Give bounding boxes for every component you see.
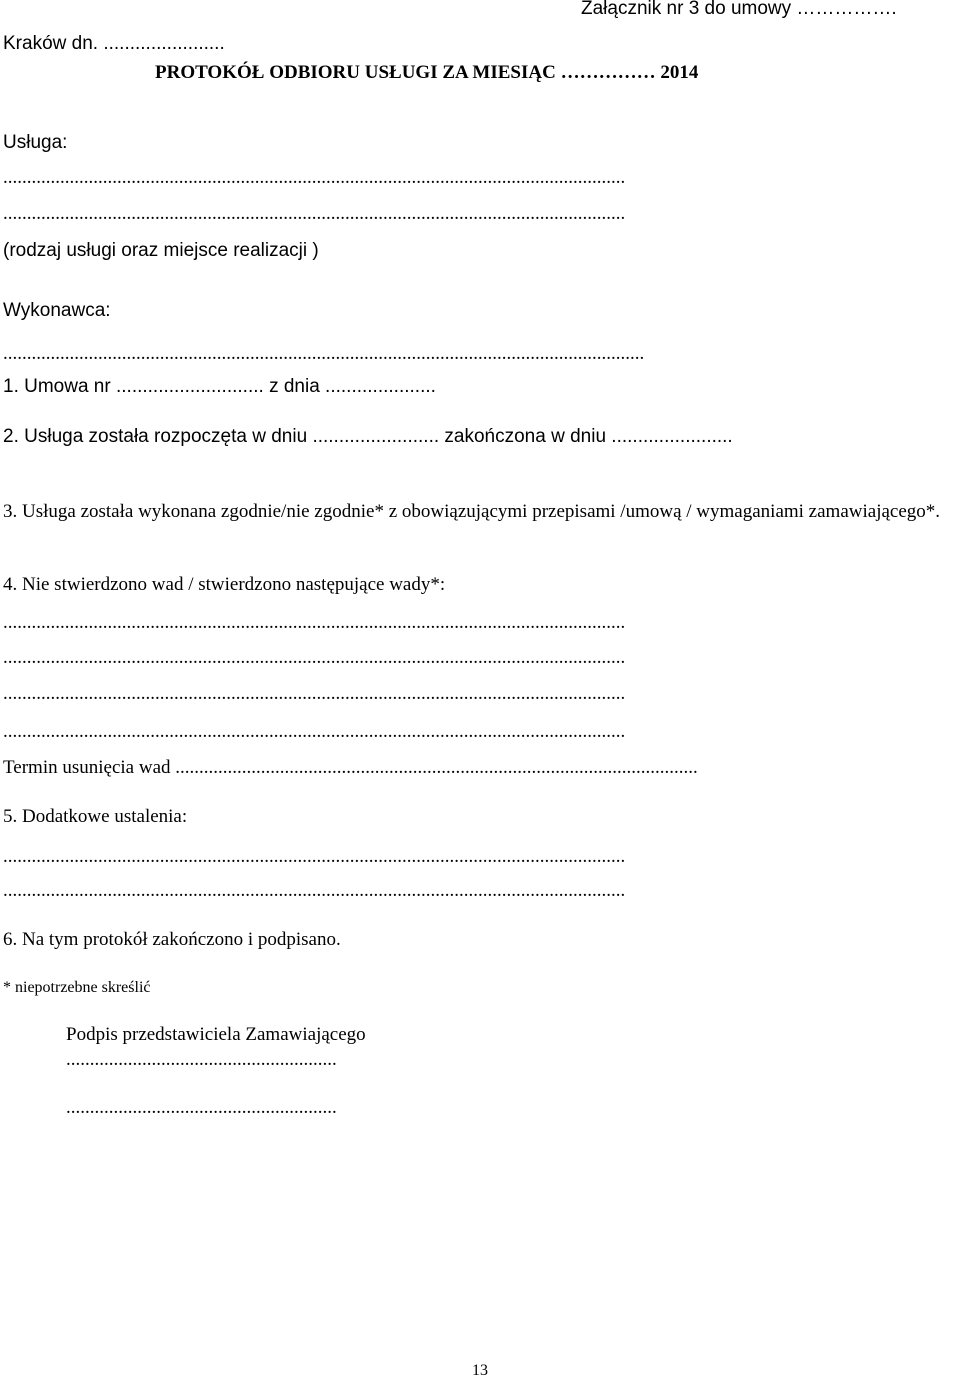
item-1-contract: 1. Umowa nr ............................ z dnia ..................... <box>3 376 436 397</box>
annex-label: Załącznik nr 3 do umowy ……………. <box>581 0 897 19</box>
defects-dotted-line: ................................................................................................................................... <box>3 683 626 704</box>
additional-dotted-line: ................................................................................................................................... <box>3 846 626 867</box>
place-date: Kraków dn. ....................... <box>3 33 225 54</box>
item-5-additional: 5. Dodatkowe ustalenia: <box>3 806 188 827</box>
defects-dotted-line: ................................................................................................................................... <box>3 612 626 633</box>
service-dotted-line: ................................................................................................................................... <box>3 203 626 224</box>
additional-dotted-line: ................................................................................................................................... <box>3 880 626 901</box>
page-number: 13 <box>472 1362 488 1379</box>
item-6-closing: 6. Na tym protokół zakończono i podpisano. <box>3 929 341 950</box>
service-label: Usługa: <box>3 132 68 153</box>
document-title: PROTOKÓŁ ODBIORU USŁUGI ZA MIESIĄC …………… 2014 <box>155 62 699 83</box>
service-dotted-line: ................................................................................................................................... <box>3 167 626 188</box>
footnote: * niepotrzebne skreślić <box>3 979 151 996</box>
defects-dotted-line: ................................................................................................................................... <box>3 647 626 668</box>
defects-dotted-line: ................................................................................................................................... <box>3 721 626 742</box>
item-2-dates: 2. Usługa została rozpoczęta w dniu ........................ zakończona w dniu ....................... <box>3 426 733 447</box>
contractor-dotted-line: ....................................................................................................................................... <box>3 343 645 364</box>
contractor-label: Wykonawca: <box>3 300 111 321</box>
defects-deadline: Termin usunięcia wad .............................................................................................................. <box>3 757 698 778</box>
item-3-compliance: 3. Usługa została wykonana zgodnie/nie zgodnie* z obowiązującymi przepisami /umową / wymaganiami zamawiającego*. <box>3 501 941 522</box>
item-4-defects: 4. Nie stwierdzono wad / stwierdzono następujące wady*: <box>3 574 446 595</box>
signature-dotted-line: ......................................................... <box>66 1049 337 1070</box>
signature-label: Podpis przedstawiciela Zamawiającego <box>66 1024 366 1045</box>
service-note: (rodzaj usługi oraz miejsce realizacji ) <box>3 240 319 261</box>
signature-dotted-line: ......................................................... <box>66 1097 337 1118</box>
